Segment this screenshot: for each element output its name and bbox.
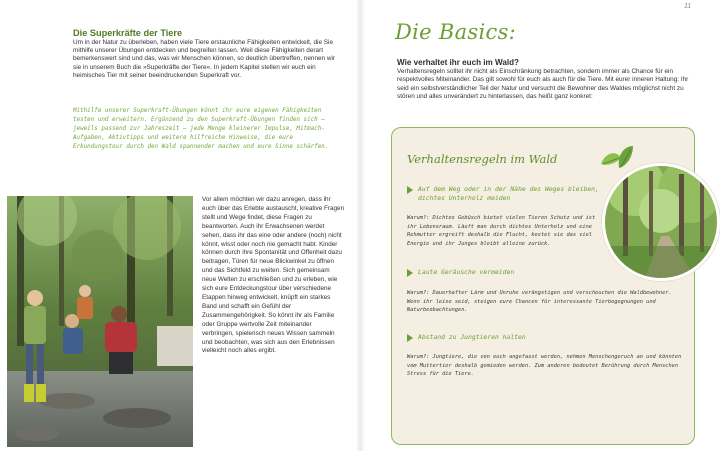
rule-3 bbox=[407, 333, 687, 342]
page-headline: Die Basics: bbox=[395, 20, 517, 44]
highlight-paragraph: Mithilfe unserer Superkraft-Übungen könnt ihr eure eigenen Fähigkeiten testen und erweitern. Ergänzend zu den Superkraft-Übungen finden sich – jeweils passend zur Jahreszeit – jede Menge kleinerer Impulse, Mitmach-Aufgaben, Aktivtipps und weitere hilfreiche Hinweise, die eure Erkundungstour durch den Wald spannender machen und eure Sinne schärfen. bbox=[73, 108, 329, 150]
section-title: Die Superkräfte der Tiere bbox=[73, 28, 183, 38]
page-subtitle: Wie verhaltet ihr euch im Wald? bbox=[397, 58, 519, 67]
rule-1 bbox=[407, 185, 607, 203]
leaf-icon bbox=[597, 144, 635, 175]
triangle-bullet-icon bbox=[407, 334, 413, 342]
body-column: Vor allem möchten wir dazu anregen, dass ihr euch über das Erlebte austauscht, kreative Fragen stellt und Wege findet, diese Fragen zu beantworten. Auch ihr Erwachsenen werdet sehen, dass ihr das eine oder andere (noch) nicht könnt, wisst oder noch nie gemacht habt. Kinder können durch ihre Spontanität und Offenheit dazu beitragen, Türen für neue Blickwinkel zu öffnen und das Sichtfeld zu weiten. Sich gemeinsam neue Welten zu erschließen und zu erleben, wie sich eure Entdeckungstour über verschiedene Etappen hinweg entwickelt, knüpft ein starkes Band und schafft ein Gefühl der Zusammengehörigkeit. So könnt ihr als Familie oder Gruppe wertvolle Zeit miteinander verbringen, spielerisch neues Wissen sammeln und beobachten, was sich aus den Erlebnissen vielleicht noch alles ergibt. bbox=[202, 196, 345, 355]
triangle-bullet-icon bbox=[407, 269, 413, 277]
rule-3-heading bbox=[407, 333, 687, 342]
rule-2-heading bbox=[407, 268, 687, 277]
rules-box-title: Verhaltensregeln im Wald bbox=[407, 152, 558, 166]
rule-1-heading bbox=[407, 185, 607, 203]
right-intro-paragraph: Verhaltensregeln solltet ihr nicht als Einschränkung betrachten, sondern immer als Chance für ein respektvolles Miteinander. Das gilt sowohl für euch als auch für die Tiere. Mit eurer inneren Haltung: Ihr seid ein selbstverständlicher Teil der Natur und versucht die Bewohner des Waldes möglichst nicht zu stören und alles unverändert zu hinterlassen, das heißt ganz konkret: bbox=[397, 68, 689, 101]
rule-2 bbox=[407, 268, 687, 277]
family-forest-photo bbox=[7, 196, 193, 447]
page-number: 11 bbox=[684, 3, 692, 10]
rule-1-body: Warum?: Dichtes Gebüsch bietet vielen Tieren Schutz und ist ihr Lebensraum. Läuft man durch dichtes Unterholz und eine Rehmutter ergreift deshalb die Flucht, kostet sie das viel Energie und ihr Junges bleibt alleine zurück. bbox=[407, 215, 596, 247]
forest-path-photo bbox=[602, 163, 720, 281]
rule-3-heading-text: Abstand zu Jungtieren halten bbox=[418, 333, 526, 341]
rule-2-heading-text: Laute Geräusche vermeiden bbox=[418, 268, 515, 276]
book-gutter bbox=[356, 0, 366, 451]
triangle-bullet-icon bbox=[407, 186, 413, 194]
rule-3-body: Warum?: Jungtiere, die von euch angefasst werden, nehmen Menschengeruch an und könnten vom Muttertier deshalb gemieden werden. Zum anderen bedeutet Berührung durch Menschen Stress für die Tiere. bbox=[407, 354, 682, 378]
intro-paragraph: Um in der Natur zu überleben, haben viele Tiere erstaunliche Fähigkeiten entwickelt, die Sie mithilfe unserer Übungen entdecken und begreifen lassen. Weil diese Fähigkeiten derart bemerkenswert sind und das, was wir Menschen können, so deutlich übertreffen, nennen wir sie in unserem Buch die »Superkräfte der Tiere«. In jedem Kapitel stellen wir euch ein heimisches Tier mit seiner beeindruckenden Superkraft vor. bbox=[73, 39, 336, 79]
rule-1-heading-text: Auf dem Weg oder in der Nähe des Weges bleiben, dichtes Unterholz meiden bbox=[418, 185, 599, 202]
rule-2-body: Warum?: Dauerhafter Lärm und Unruhe verängstigen und verscheuchen die Waldbewohner. Wenn ihr leise seid, steigen eure Chancen für interessante Tierbegegnungen und Naturbeobachtungen. bbox=[407, 290, 672, 314]
